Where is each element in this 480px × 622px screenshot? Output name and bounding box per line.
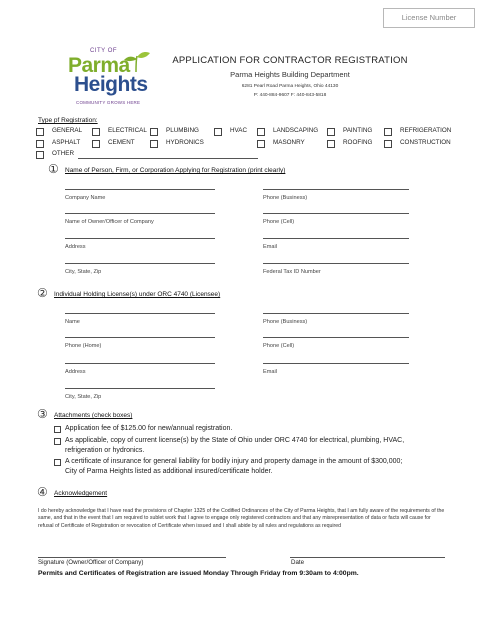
department-address: 6281 Pearl Road Parma Heights, Ohio 44130	[241, 84, 339, 89]
checkbox-masonry[interactable]	[257, 140, 265, 148]
acknowledgement-text: I do hereby acknowledge that I have read the provisions of Chapter 1325 of the Codified Ordinances of the City of Parma Heights, that I am fully aware of the requirements of the same, and that in the event that I am required to sublet work that I agree to engage only registered contractors and that any misrepresentation of data or facts will cause for refusal of Certificate of Registration or revocation of Certificate when issued and I shall abide by all rules and regulations as required	[38, 508, 445, 529]
section-2-heading: Individual Holding License(s) under ORC 4740 (Licensee)	[54, 291, 221, 298]
logo-parma: Parma	[68, 54, 130, 77]
licensee-phone-business-line[interactable]	[263, 313, 409, 314]
checkbox-refrigeration[interactable]	[384, 128, 392, 136]
address-line[interactable]	[65, 238, 215, 239]
section-1-number: ①	[48, 162, 59, 176]
logo-tagline: COMMUNITY GROWS HERE	[76, 100, 141, 105]
checkbox-electrical[interactable]	[92, 128, 100, 136]
label-painting: PAINTING	[343, 127, 373, 134]
attachment-insurance-text: A certificate of insurance for general liability for bodily injury and property damage in the amount of $300,000;	[65, 458, 403, 465]
section-1-heading: Name of Person, Firm, or Corporation Applying for Registration (print clearly)	[65, 167, 286, 174]
licensee-email-label: Email	[263, 369, 277, 375]
tax-id-line[interactable]	[263, 263, 409, 264]
section-2-number: ②	[37, 286, 48, 300]
checkbox-construction[interactable]	[384, 140, 392, 148]
attachment-fee-text: Application fee of $125.00 for new/annual registration.	[65, 425, 233, 432]
checkbox-cement[interactable]	[92, 140, 100, 148]
label-other: OTHER	[52, 150, 75, 157]
checkbox-attachment-license[interactable]	[54, 438, 61, 445]
label-hydronics: HYDRONICS	[166, 139, 204, 146]
checkbox-attachment-fee[interactable]	[54, 426, 61, 433]
label-plumbing: PLUMBING	[166, 127, 199, 134]
checkbox-hvac[interactable]	[214, 128, 222, 136]
checkbox-other[interactable]	[36, 151, 44, 159]
label-hvac: HVAC	[230, 127, 248, 134]
company-name-line[interactable]	[65, 189, 215, 190]
city-state-zip-line[interactable]	[65, 263, 215, 264]
email-label: Email	[263, 244, 277, 250]
label-cement: CEMENT	[108, 139, 135, 146]
checkbox-hydronics[interactable]	[150, 140, 158, 148]
licensee-city-state-zip-line[interactable]	[65, 388, 215, 389]
attachment-license-text: As applicable, copy of current license(s) by the State of Ohio under ORC 4740 for electrical, plumbing, HVAC,	[65, 437, 405, 444]
phone-cell-label: Phone (Cell)	[263, 219, 295, 225]
registration-heading: Type pf Registration:	[38, 117, 98, 124]
footer-hours-notice: Permits and Certificates of Registration are issued Monday Through Friday from 9:30am to 4:00pm.	[38, 570, 359, 577]
checkbox-attachment-insurance[interactable]	[54, 459, 61, 466]
phone-business-label: Phone (Business)	[263, 195, 308, 201]
checkbox-roofing[interactable]	[327, 140, 335, 148]
section-3-number: ③	[37, 407, 48, 421]
licensee-address-label: Address	[65, 369, 86, 375]
label-landscaping: LANDSCAPING	[273, 127, 319, 134]
owner-officer-line[interactable]	[65, 213, 215, 214]
licensee-phone-home-line[interactable]	[65, 337, 215, 338]
licensee-phone-home-label: Phone (Home)	[65, 343, 102, 349]
city-logo	[66, 48, 162, 112]
department-phone: P: 440-884-9607 F: 440-843-5818	[253, 93, 327, 98]
licensee-city-state-zip-label: City, State, Zip	[65, 394, 102, 400]
label-electrical: ELECTRICAL	[108, 127, 147, 134]
license-number-field[interactable]: License Number	[383, 8, 475, 28]
section-3-heading: Attachments (check boxes)	[54, 412, 133, 419]
checkbox-painting[interactable]	[327, 128, 335, 136]
label-refrigeration: REFRIGERATION	[400, 127, 452, 134]
other-specify-line[interactable]	[78, 158, 258, 159]
licensee-name-label: Name	[65, 319, 80, 325]
email-line[interactable]	[263, 238, 409, 239]
checkbox-plumbing[interactable]	[150, 128, 158, 136]
licensee-email-line[interactable]	[263, 363, 409, 364]
tax-id-label: Federal Tax ID Number	[263, 269, 321, 275]
label-general: GENERAL	[52, 127, 83, 134]
form-title: APPLICATION FOR CONTRACTOR REGISTRATION	[172, 55, 408, 66]
company-name-label: Company Name	[65, 195, 106, 201]
label-asphalt: ASPHALT	[52, 139, 81, 146]
logo-city-of: CITY OF	[90, 48, 118, 54]
department-name: Parma Heights Building Department	[230, 70, 350, 79]
checkbox-asphalt[interactable]	[36, 140, 44, 148]
label-roofing: ROOFING	[343, 139, 373, 146]
attachment-insurance-text-cont: City of Parma Heights listed as additional insured/certificate holder.	[65, 468, 273, 475]
licensee-name-line[interactable]	[65, 313, 215, 314]
phone-business-line[interactable]	[263, 189, 409, 190]
licensee-phone-cell-label: Phone (Cell)	[263, 343, 295, 349]
section-4-heading: Acknowledgement	[54, 490, 108, 497]
label-masonry: MASONRY	[273, 139, 305, 146]
signature-label: Signature (Owner/Officer of Company)	[38, 559, 144, 566]
attachment-license-text-cont: refrigeration or hydronics.	[65, 447, 145, 454]
city-state-zip-label: City, State, Zip	[65, 269, 102, 275]
checkbox-landscaping[interactable]	[257, 128, 265, 136]
date-label: Date	[291, 559, 305, 566]
signature-line[interactable]	[38, 557, 226, 558]
licensee-address-line[interactable]	[65, 363, 215, 364]
label-construction: CONSTRUCTION	[400, 139, 451, 146]
logo-heights: Heights	[74, 73, 148, 96]
checkbox-general[interactable]	[36, 128, 44, 136]
licensee-phone-cell-line[interactable]	[263, 337, 409, 338]
licensee-phone-business-label: Phone (Business)	[263, 319, 308, 325]
date-line[interactable]	[290, 557, 445, 558]
phone-cell-line[interactable]	[263, 213, 409, 214]
address-label: Address	[65, 244, 86, 250]
section-4-number: ④	[37, 485, 48, 499]
owner-officer-label: Name of Owner/Officer of Company	[65, 219, 154, 225]
